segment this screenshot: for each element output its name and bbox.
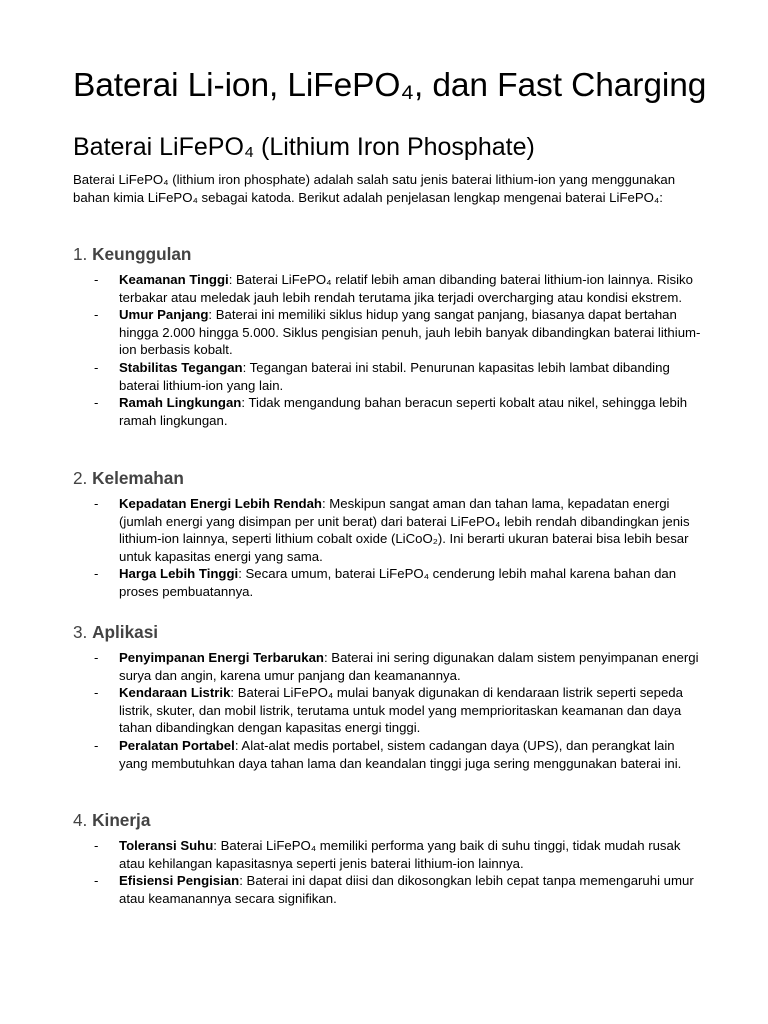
item-text: : Tegangan baterai ini stabil. Penurunan kapasitas lebih lambat dibanding baterai lithium-ion yang lain. (119, 359, 670, 393)
section-heading (73, 467, 703, 489)
section-heading-label: Keunggulan (92, 244, 192, 264)
item-text: : Baterai LiFePO₄ mulai banyak digunakan di kendaraan listrik seperti sepeda listrik, skuter, dan mobil listrik, terutama untuk model yang memprioritaskan keamanan dan daya tahan dibandingkan dengan kapasitas energi tinggi. (119, 685, 683, 736)
dash-bullet: - (94, 272, 99, 287)
item-term: Ramah Lingkungan (119, 395, 242, 411)
dash-bullet: - (94, 737, 99, 753)
item-text: : Baterai LiFePO₄ memiliki performa yang baik di suhu tinggi, tidak mudah rusak atau kehilangan kapasitasnya seperti jenis baterai lithium-ion lainnya. (119, 838, 681, 871)
list-item (73, 649, 703, 684)
list-item (73, 394, 703, 429)
item-text: : Baterai ini sering digunakan dalam sistem penyimpanan energi surya dan angin, karena umur panjang dan keamanannya. (119, 650, 699, 683)
item-term: Peralatan Portabel (119, 737, 235, 753)
bullet-list (73, 649, 703, 772)
item-text: : Tidak mengandung bahan beracun seperti kobalt atau nikel, sehingga lebih ramah lingkungan. (119, 395, 688, 428)
list-item (73, 737, 703, 772)
item-text: : Meskipun sangat aman dan tahan lama, kepadatan energi (jumlah energi yang disimpan per unit berat) dari baterai LiFePO₄ lebih rendah dibandingkan jenis lithium-ion lainnya, seperti lithium cobalt oxide (LiCoO₂). Ini berarti ukuran baterai bisa lebih besar untuk kapasitas energi yang sama. (119, 496, 690, 564)
item-term: Umur Panjang (119, 307, 209, 323)
dash-bullet: - (94, 685, 99, 701)
item-term: Efisiensi Pengisian (119, 873, 240, 889)
item-term: Kendaraan Listrik (119, 685, 231, 701)
bullet-list (73, 495, 703, 601)
section-number: 3. (73, 622, 88, 642)
section-kelemahan (73, 467, 703, 601)
item-term: Stabilitas Tegangan (119, 359, 243, 375)
list-item (73, 271, 703, 306)
section-heading-label: Aplikasi (92, 622, 159, 642)
section-number: 1. (73, 244, 88, 264)
section-heading-label: Kinerja (92, 810, 151, 830)
item-text: : Baterai LiFePO₄ relatif lebih aman dibanding baterai lithium-ion lainnya. Risiko terbakar atau meledak jauh lebih rendah terutama jika terjadi overcharging atau kondisi ekstrem. (119, 272, 693, 305)
item-term: Kepadatan Energi Lebih Rendah (119, 496, 322, 511)
dash-bullet: - (94, 359, 99, 375)
section-number: 4. (73, 810, 88, 830)
dash-bullet: - (94, 650, 99, 665)
list-item (73, 684, 703, 737)
dash-bullet: - (94, 395, 99, 411)
dash-bullet: - (94, 307, 99, 323)
list-item (73, 359, 703, 394)
intro-paragraph: Baterai LiFePO₄ (lithium iron phosphate) adalah salah satu jenis baterai lithium-ion yang menggunakan bahan kimia LiFePO₄ sebagai katoda. Berikut adalah penjelasan lengkap mengenai baterai LiFePO₄: (73, 172, 676, 205)
section-heading (73, 809, 703, 831)
item-text: : Alat-alat medis portabel, sistem cadangan daya (UPS), dan perangkat lain yang membutuhkan daya tahan lama dan keandalan tinggi juga sering menggunakan baterai ini. (119, 737, 682, 771)
dash-bullet: - (94, 873, 99, 889)
item-text: : Baterai ini memiliki siklus hidup yang sangat panjang, biasanya dapat bertahan hingga 2.000 hingga 5.000. Siklus pengisian penuh, jauh lebih banyak dibandingkan baterai lithium-ion berbasis kobalt. (119, 307, 701, 358)
section-keunggulan (73, 243, 703, 429)
dash-bullet: - (94, 566, 99, 582)
list-item (73, 495, 703, 565)
document-title: Baterai Li-ion, LiFePO₄, dan Fast Charging (73, 67, 707, 104)
section-aplikasi (73, 621, 703, 772)
section-heading (73, 243, 703, 265)
list-item (73, 872, 703, 907)
item-text: : Baterai ini dapat diisi dan dikosongkan lebih cepat tanpa memengaruhi umur atau keamanannya secara signifikan. (119, 873, 694, 906)
list-item (73, 565, 703, 600)
dash-bullet: - (94, 838, 99, 853)
bullet-list (73, 837, 703, 907)
bullet-list (73, 271, 703, 429)
item-term: Keamanan Tinggi (119, 272, 229, 287)
section-heading-label: Kelemahan (92, 468, 184, 488)
list-item (73, 306, 703, 359)
section-number: 2. (73, 468, 88, 488)
item-text: : Secara umum, baterai LiFePO₄ cenderung lebih mahal karena bahan dan proses pembuatannya. (119, 566, 677, 599)
section-title: Baterai LiFePO₄ (Lithium Iron Phosphate) (73, 133, 535, 161)
item-term: Harga Lebih Tinggi (119, 566, 239, 582)
section-kinerja (73, 809, 703, 907)
list-item (73, 837, 703, 872)
item-term: Toleransi Suhu (119, 838, 214, 853)
dash-bullet: - (94, 496, 99, 511)
item-term: Penyimpanan Energi Terbarukan (119, 650, 324, 665)
section-heading (73, 621, 703, 643)
